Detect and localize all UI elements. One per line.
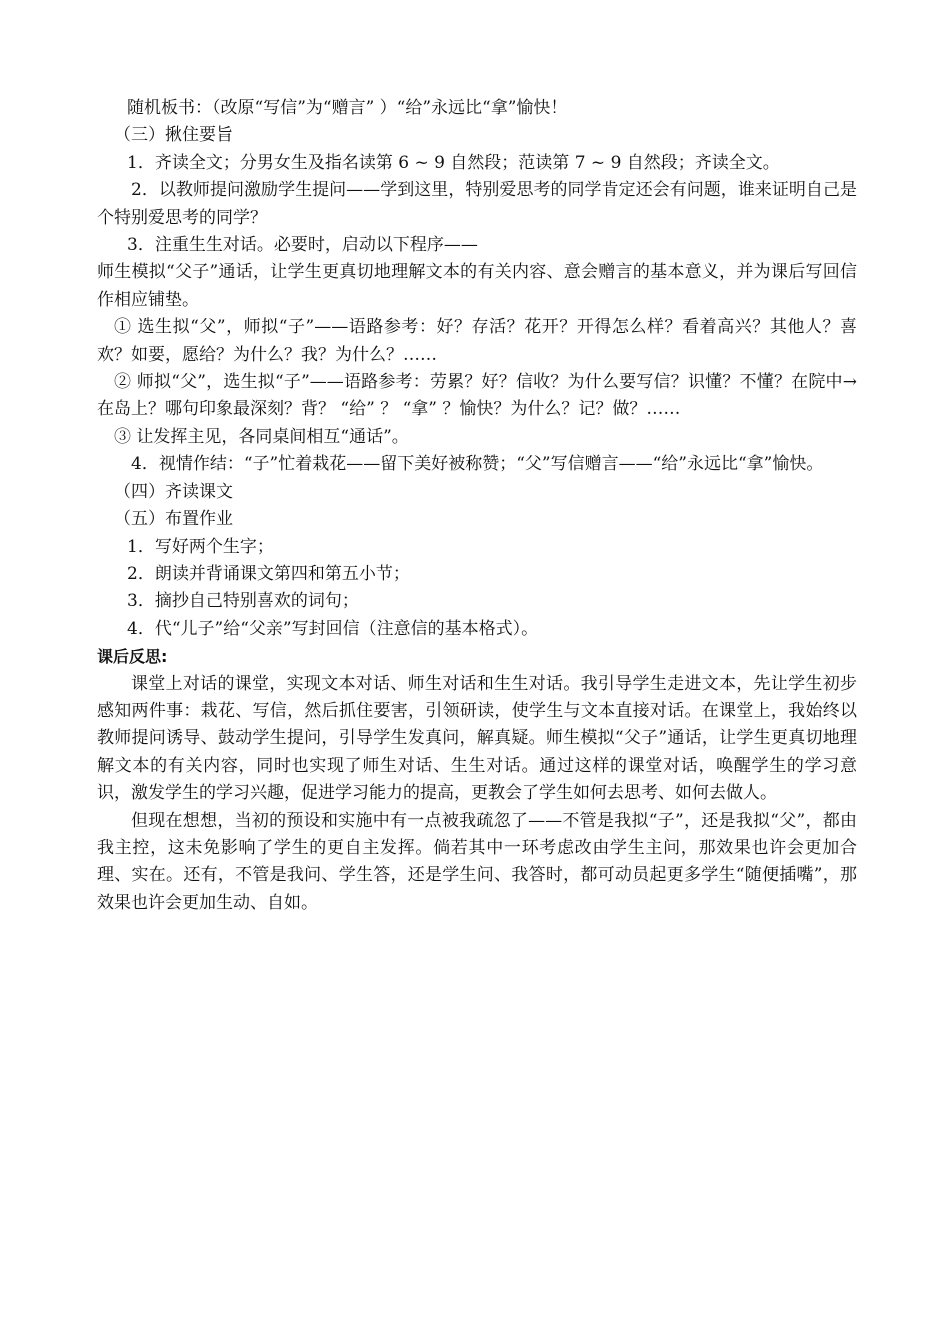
- homework-item-4: 4．代“儿子”给“父亲”写封回信（注意信的基本格式）。: [127, 618, 539, 639]
- step-4: 4．视情作结：“子”忙着栽花——留下美好被称赞；“父”写信赠言——“给”永远比“拿”愉快。: [131, 454, 824, 475]
- step-3: 3．注重生生对话。必要时，启动以下程序——: [127, 235, 478, 256]
- step-1: 1．齐读全文；分男女生及指名读第 6 ~ 9 自然段；范读第 7 ~ 9 自然段；齐读全文。: [127, 152, 780, 173]
- blackboard-note: 随机板书：（改原“写信”为“赠言” ）“给”永远比“拿”愉快！: [127, 98, 568, 118]
- reflection-heading: 课后反思:: [97, 647, 168, 667]
- homework-item-3: 3．摘抄自己特别喜欢的词句；: [127, 591, 359, 612]
- section-heading-3: （三）揪住要旨: [114, 125, 233, 146]
- document-body: [97, 95, 857, 917]
- reflection-paragraph-2: 但现在想想，当初的预设和实施中有一点被我疏忽了——不管是我拟“子”，还是我拟“父”，都由我主控，这未免影响了学生的更自主发挥。倘若其中一环考虑改由学生主问，那效果也许会更加合理、实在。还有，不管是我问、学生答，还是学生问、我答时，都可动员起更多学生“随便插嘴”，那效果也许会更加生动、自如。: [97, 810, 857, 913]
- dialogue-option-3: ③ 让发挥主见，各同桌间相互“通话”。: [114, 426, 409, 447]
- reflection-paragraph-1: 课堂上对话的课堂，实现文本对话、师生对话和生生对话。我引导学生走进文本，先让学生初步感知两件事：栽花、写信，然后抓住要害，引领研读，使学生与文本直接对话。在课堂上，我始终以教师提问诱导、鼓动学生提问，引导学生发真问，解真疑。师生模拟“父子”通话，让学生更真切地理解文本的有关内容，同时也实现了师生对话、生生对话。通过这样的课堂对话，唤醒学生的学习意识，激发学生的学习兴趣，促进学习能力的提高，更教会了学生如何去思考、如何去做人。: [97, 673, 857, 804]
- simulation-description: 师生模拟“父子”通话，让学生更真切地理解文本的有关内容、意会赠言的基本意义，并为课后写回信作相应铺垫。: [97, 262, 857, 310]
- section-heading-4: （四）齐读课文: [114, 481, 233, 502]
- step-2: 2．以教师提问激励学生提问——学到这里，特别爱思考的同学肯定还会有问题，谁来证明自己是个特别爱思考的同学？: [97, 180, 857, 228]
- dialogue-option-2: ② 师拟“父”，选生拟“子”——语路参考：劳累？好？信收？为什么要写信？识懂？不懂？在院中→在岛上？哪句印象最深刻？背？ “给” ？ “拿” ？愉快？为什么？记？做？……: [97, 372, 857, 420]
- section-heading-5: （五）布置作业: [114, 509, 233, 530]
- homework-item-1: 1．写好两个生字；: [127, 536, 274, 557]
- homework-item-2: 2．朗读并背诵课文第四和第五小节；: [127, 563, 410, 584]
- dialogue-option-1: ① 选生拟“父”，师拟“子”——语路参考：好？存活？花开？开得怎么样？看着高兴？其他人？喜欢？如要，愿给？为什么？我？为什么？……: [97, 317, 857, 365]
